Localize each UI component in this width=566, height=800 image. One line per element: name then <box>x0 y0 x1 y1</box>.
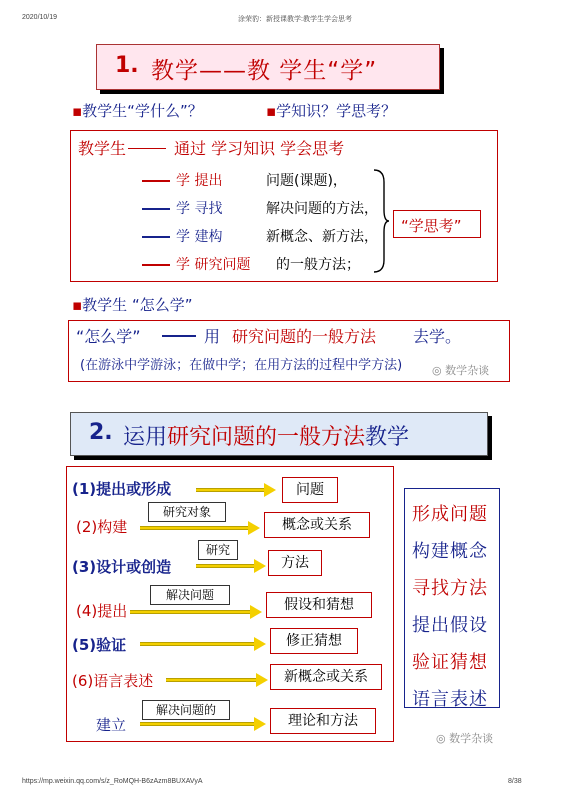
arrow-icon <box>140 720 266 728</box>
item-verb-3: 学 建构 <box>176 229 223 245</box>
header-title: 涂荣豹：新授课教学:教学生学会思考 <box>238 16 352 23</box>
step-1-target: 问题 <box>282 477 338 503</box>
learn-thinking-text: “学思考” <box>401 217 462 235</box>
step-6-label: (6)语言表述 <box>72 672 154 690</box>
item-dash-2 <box>142 208 170 210</box>
item-dash-4 <box>142 264 170 266</box>
step-3-label: (3)设计或创造 <box>72 558 172 576</box>
header-date: 2020/10/19 <box>22 14 58 21</box>
how-learn-quote: “怎么学” <box>76 327 141 346</box>
step-4-label: (4)提出 <box>76 602 128 620</box>
arrow-icon <box>166 676 268 684</box>
how-learn-method: 研究问题的一般方法 <box>232 327 377 346</box>
how-learn-dash <box>162 335 196 337</box>
summary-item-5: 验证猜想 <box>412 652 488 673</box>
step-3-tag: 研究 <box>198 540 238 560</box>
arrow-icon <box>140 524 260 532</box>
item-verb-4: 学 研究问题 <box>176 257 251 273</box>
summary-item-3: 寻找方法 <box>412 578 488 599</box>
step-2-label: (2)构建 <box>76 518 128 536</box>
item-object-3: 新概念、新方法， <box>266 229 378 245</box>
item-dash-3 <box>142 236 170 238</box>
question-how-text: 教学生 “怎么学” <box>82 296 193 314</box>
step-4-tag: 解决问题 <box>150 585 230 605</box>
wechat-icon: ◎ <box>436 732 446 745</box>
summary-item-1: 形成问题 <box>412 504 488 525</box>
arrow-icon <box>196 486 276 494</box>
brace-icon <box>370 168 390 274</box>
question-what: ▪教学生“学什么”？ <box>72 102 203 120</box>
step-7-label: 建立 <box>96 716 127 734</box>
teach-lead-rest: 通过 学习知识 学会思考 <box>174 139 345 158</box>
step-1-label: (1)提出或形成 <box>72 480 172 498</box>
section2-title: 运用研究问题的一般方法教学 <box>123 425 410 450</box>
how-learn-end: 去学。 <box>413 327 462 346</box>
watermark-2: ◎ 数学杂谈 <box>436 732 494 745</box>
question-knowledge-text: 学知识？学思考？ <box>276 102 397 120</box>
step-4-target: 假设和猜想 <box>266 592 372 618</box>
section1-title-box <box>96 44 440 90</box>
arrow-icon <box>130 608 262 616</box>
watermark-1: ◎ 数学杂谈 <box>432 364 490 377</box>
footer-url[interactable]: https://mp.weixin.qq.com/s/z_RoMQH-B6zAzm8BUXAVyA <box>22 778 203 785</box>
step-6-target: 新概念或关系 <box>270 664 382 690</box>
step-2-target: 概念或关系 <box>264 512 370 538</box>
question-how: ▪教学生 “怎么学” <box>72 296 193 314</box>
how-learn-use: 用 <box>204 327 221 346</box>
question-what-text: 教学生“学什么”？ <box>82 102 203 120</box>
learn-thinking-tag <box>393 210 481 238</box>
footer-page: 8/38 <box>508 778 522 785</box>
step-5-target: 修正猜想 <box>270 628 358 654</box>
item-verb-2: 学 寻找 <box>176 201 223 217</box>
section2-number: 2. <box>89 420 113 445</box>
step-5-label: (5)验证 <box>72 636 127 654</box>
section2-title-box <box>70 412 488 456</box>
teach-lead: 教学生 <box>78 139 127 158</box>
wechat-icon: ◎ <box>432 364 442 377</box>
summary-item-6: 语言表述 <box>412 689 488 710</box>
step-3-target: 方法 <box>268 550 322 576</box>
summary-item-2: 构建概念 <box>412 541 488 562</box>
step-2-tag: 研究对象 <box>148 502 226 522</box>
item-dash-1 <box>142 180 170 182</box>
item-object-4: 的一般方法； <box>276 257 360 273</box>
step-7-tag: 解决问题的 <box>142 700 230 720</box>
item-object-2: 解决问题的方法， <box>266 201 378 217</box>
summary-item-4: 提出假设 <box>412 615 488 636</box>
lead-dash <box>128 148 166 149</box>
section1-title: 教学——教 学生“学” <box>151 58 378 84</box>
arrow-icon <box>140 640 266 648</box>
item-object-1: 问题(课题)， <box>266 173 347 189</box>
question-knowledge: ▪学知识？学思考？ <box>266 102 397 120</box>
arrow-icon <box>196 562 266 570</box>
item-verb-1: 学 提出 <box>176 173 223 189</box>
how-learn-examples: (在游泳中学游泳；在做中学；在用方法的过程中学方法) <box>80 358 403 373</box>
section1-number: 1. <box>115 53 139 78</box>
step-7-target: 理论和方法 <box>270 708 376 734</box>
